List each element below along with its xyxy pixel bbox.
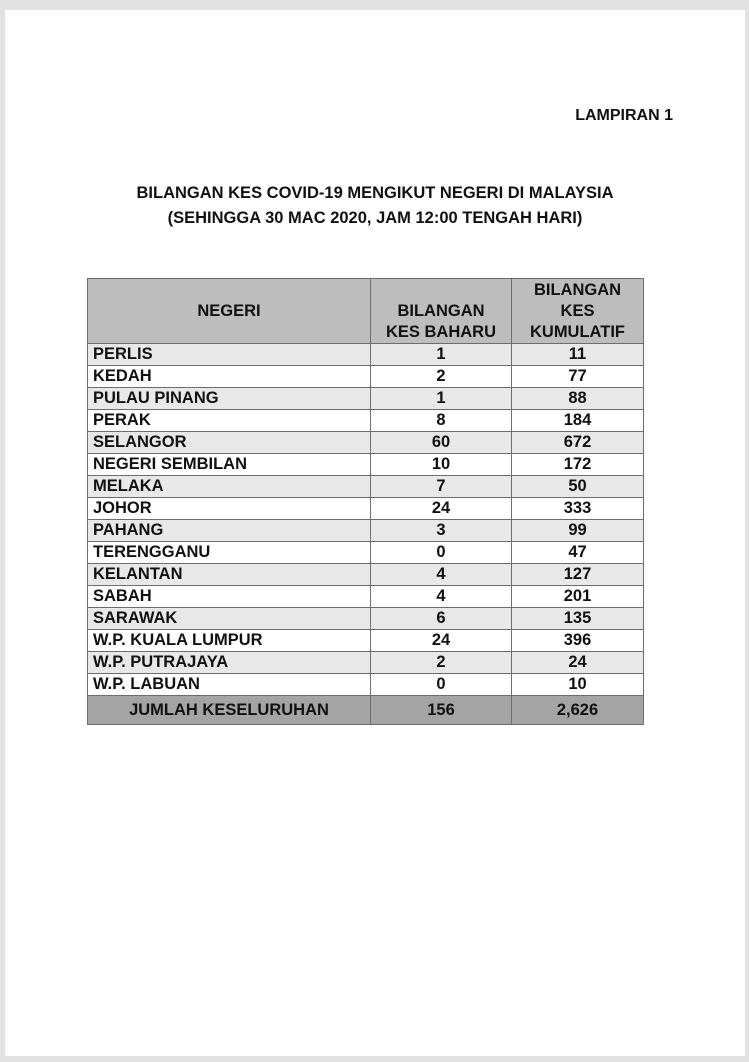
new-cases-cell: 24 xyxy=(371,498,512,520)
cumulative-cell: 10 xyxy=(512,674,644,696)
table-row xyxy=(88,586,644,608)
header-state: NEGERI xyxy=(88,279,371,344)
new-cases-cell: 4 xyxy=(371,586,512,608)
title-line-1: BILANGAN KES COVID-19 MENGIKUT NEGERI DI MALAYSIA xyxy=(136,184,614,202)
table-row xyxy=(88,476,644,498)
annex-label: LAMPIRAN 1 xyxy=(575,107,673,124)
table-row xyxy=(88,542,644,564)
cumulative-cell: 24 xyxy=(512,652,644,674)
state-cell: TERENGGANU xyxy=(88,542,371,564)
header-new-cases: BILANGAN KES BAHARU xyxy=(371,279,512,344)
state-cell: KEDAH xyxy=(88,366,371,388)
state-cell: NEGERI SEMBILAN xyxy=(88,454,371,476)
state-cell: MELAKA xyxy=(88,476,371,498)
state-cell: SARAWAK xyxy=(88,608,371,630)
table-row xyxy=(88,410,644,432)
header-cumulative-cases: BILANGAN KES KUMULATIF xyxy=(512,279,644,344)
cumulative-cell: 11 xyxy=(512,344,644,366)
new-cases-cell: 7 xyxy=(371,476,512,498)
total-cumulative: 2,626 xyxy=(512,696,644,725)
table-row xyxy=(88,344,644,366)
new-cases-cell: 2 xyxy=(371,366,512,388)
total-new-cases: 156 xyxy=(371,696,512,725)
table-row xyxy=(88,432,644,454)
new-cases-cell: 24 xyxy=(371,630,512,652)
table-row xyxy=(88,630,644,652)
cumulative-cell: 88 xyxy=(512,388,644,410)
cumulative-cell: 77 xyxy=(512,366,644,388)
new-cases-cell: 1 xyxy=(371,388,512,410)
new-cases-cell: 0 xyxy=(371,542,512,564)
state-cell: PULAU PINANG xyxy=(88,388,371,410)
total-label: JUMLAH KESELURUHAN xyxy=(88,696,371,725)
new-cases-cell: 10 xyxy=(371,454,512,476)
table-row xyxy=(88,388,644,410)
state-cell: SABAH xyxy=(88,586,371,608)
cumulative-cell: 127 xyxy=(512,564,644,586)
title-line-2: (SEHINGGA 30 MAC 2020, JAM 12:00 TENGAH HARI) xyxy=(167,209,583,227)
header-row xyxy=(88,279,644,344)
state-cell: W.P. LABUAN xyxy=(88,674,371,696)
cumulative-cell: 672 xyxy=(512,432,644,454)
new-cases-cell: 4 xyxy=(371,564,512,586)
cumulative-cell: 47 xyxy=(512,542,644,564)
cumulative-cell: 99 xyxy=(512,520,644,542)
total-row xyxy=(88,696,644,725)
cumulative-cell: 50 xyxy=(512,476,644,498)
state-cell: KELANTAN xyxy=(88,564,371,586)
table-row xyxy=(88,652,644,674)
table-row xyxy=(88,564,644,586)
table-row xyxy=(88,520,644,542)
new-cases-cell: 1 xyxy=(371,344,512,366)
state-cell: PERLIS xyxy=(88,344,371,366)
cumulative-cell: 184 xyxy=(512,410,644,432)
state-cell: JOHOR xyxy=(88,498,371,520)
table-row xyxy=(88,454,644,476)
table-row xyxy=(88,366,644,388)
table-row xyxy=(88,674,644,696)
cumulative-cell: 135 xyxy=(512,608,644,630)
document-page xyxy=(5,10,745,1056)
new-cases-cell: 2 xyxy=(371,652,512,674)
new-cases-cell: 6 xyxy=(371,608,512,630)
document-title xyxy=(5,181,745,231)
state-cell: PERAK xyxy=(88,410,371,432)
state-cell: W.P. PUTRAJAYA xyxy=(88,652,371,674)
new-cases-cell: 0 xyxy=(371,674,512,696)
new-cases-cell: 8 xyxy=(371,410,512,432)
new-cases-cell: 60 xyxy=(371,432,512,454)
table-row xyxy=(88,498,644,520)
covid-cases-table xyxy=(87,278,644,725)
table-row xyxy=(88,608,644,630)
cumulative-cell: 201 xyxy=(512,586,644,608)
state-cell: W.P. KUALA LUMPUR xyxy=(88,630,371,652)
cumulative-cell: 172 xyxy=(512,454,644,476)
cumulative-cell: 396 xyxy=(512,630,644,652)
state-cell: SELANGOR xyxy=(88,432,371,454)
state-cell: PAHANG xyxy=(88,520,371,542)
new-cases-cell: 3 xyxy=(371,520,512,542)
cumulative-cell: 333 xyxy=(512,498,644,520)
